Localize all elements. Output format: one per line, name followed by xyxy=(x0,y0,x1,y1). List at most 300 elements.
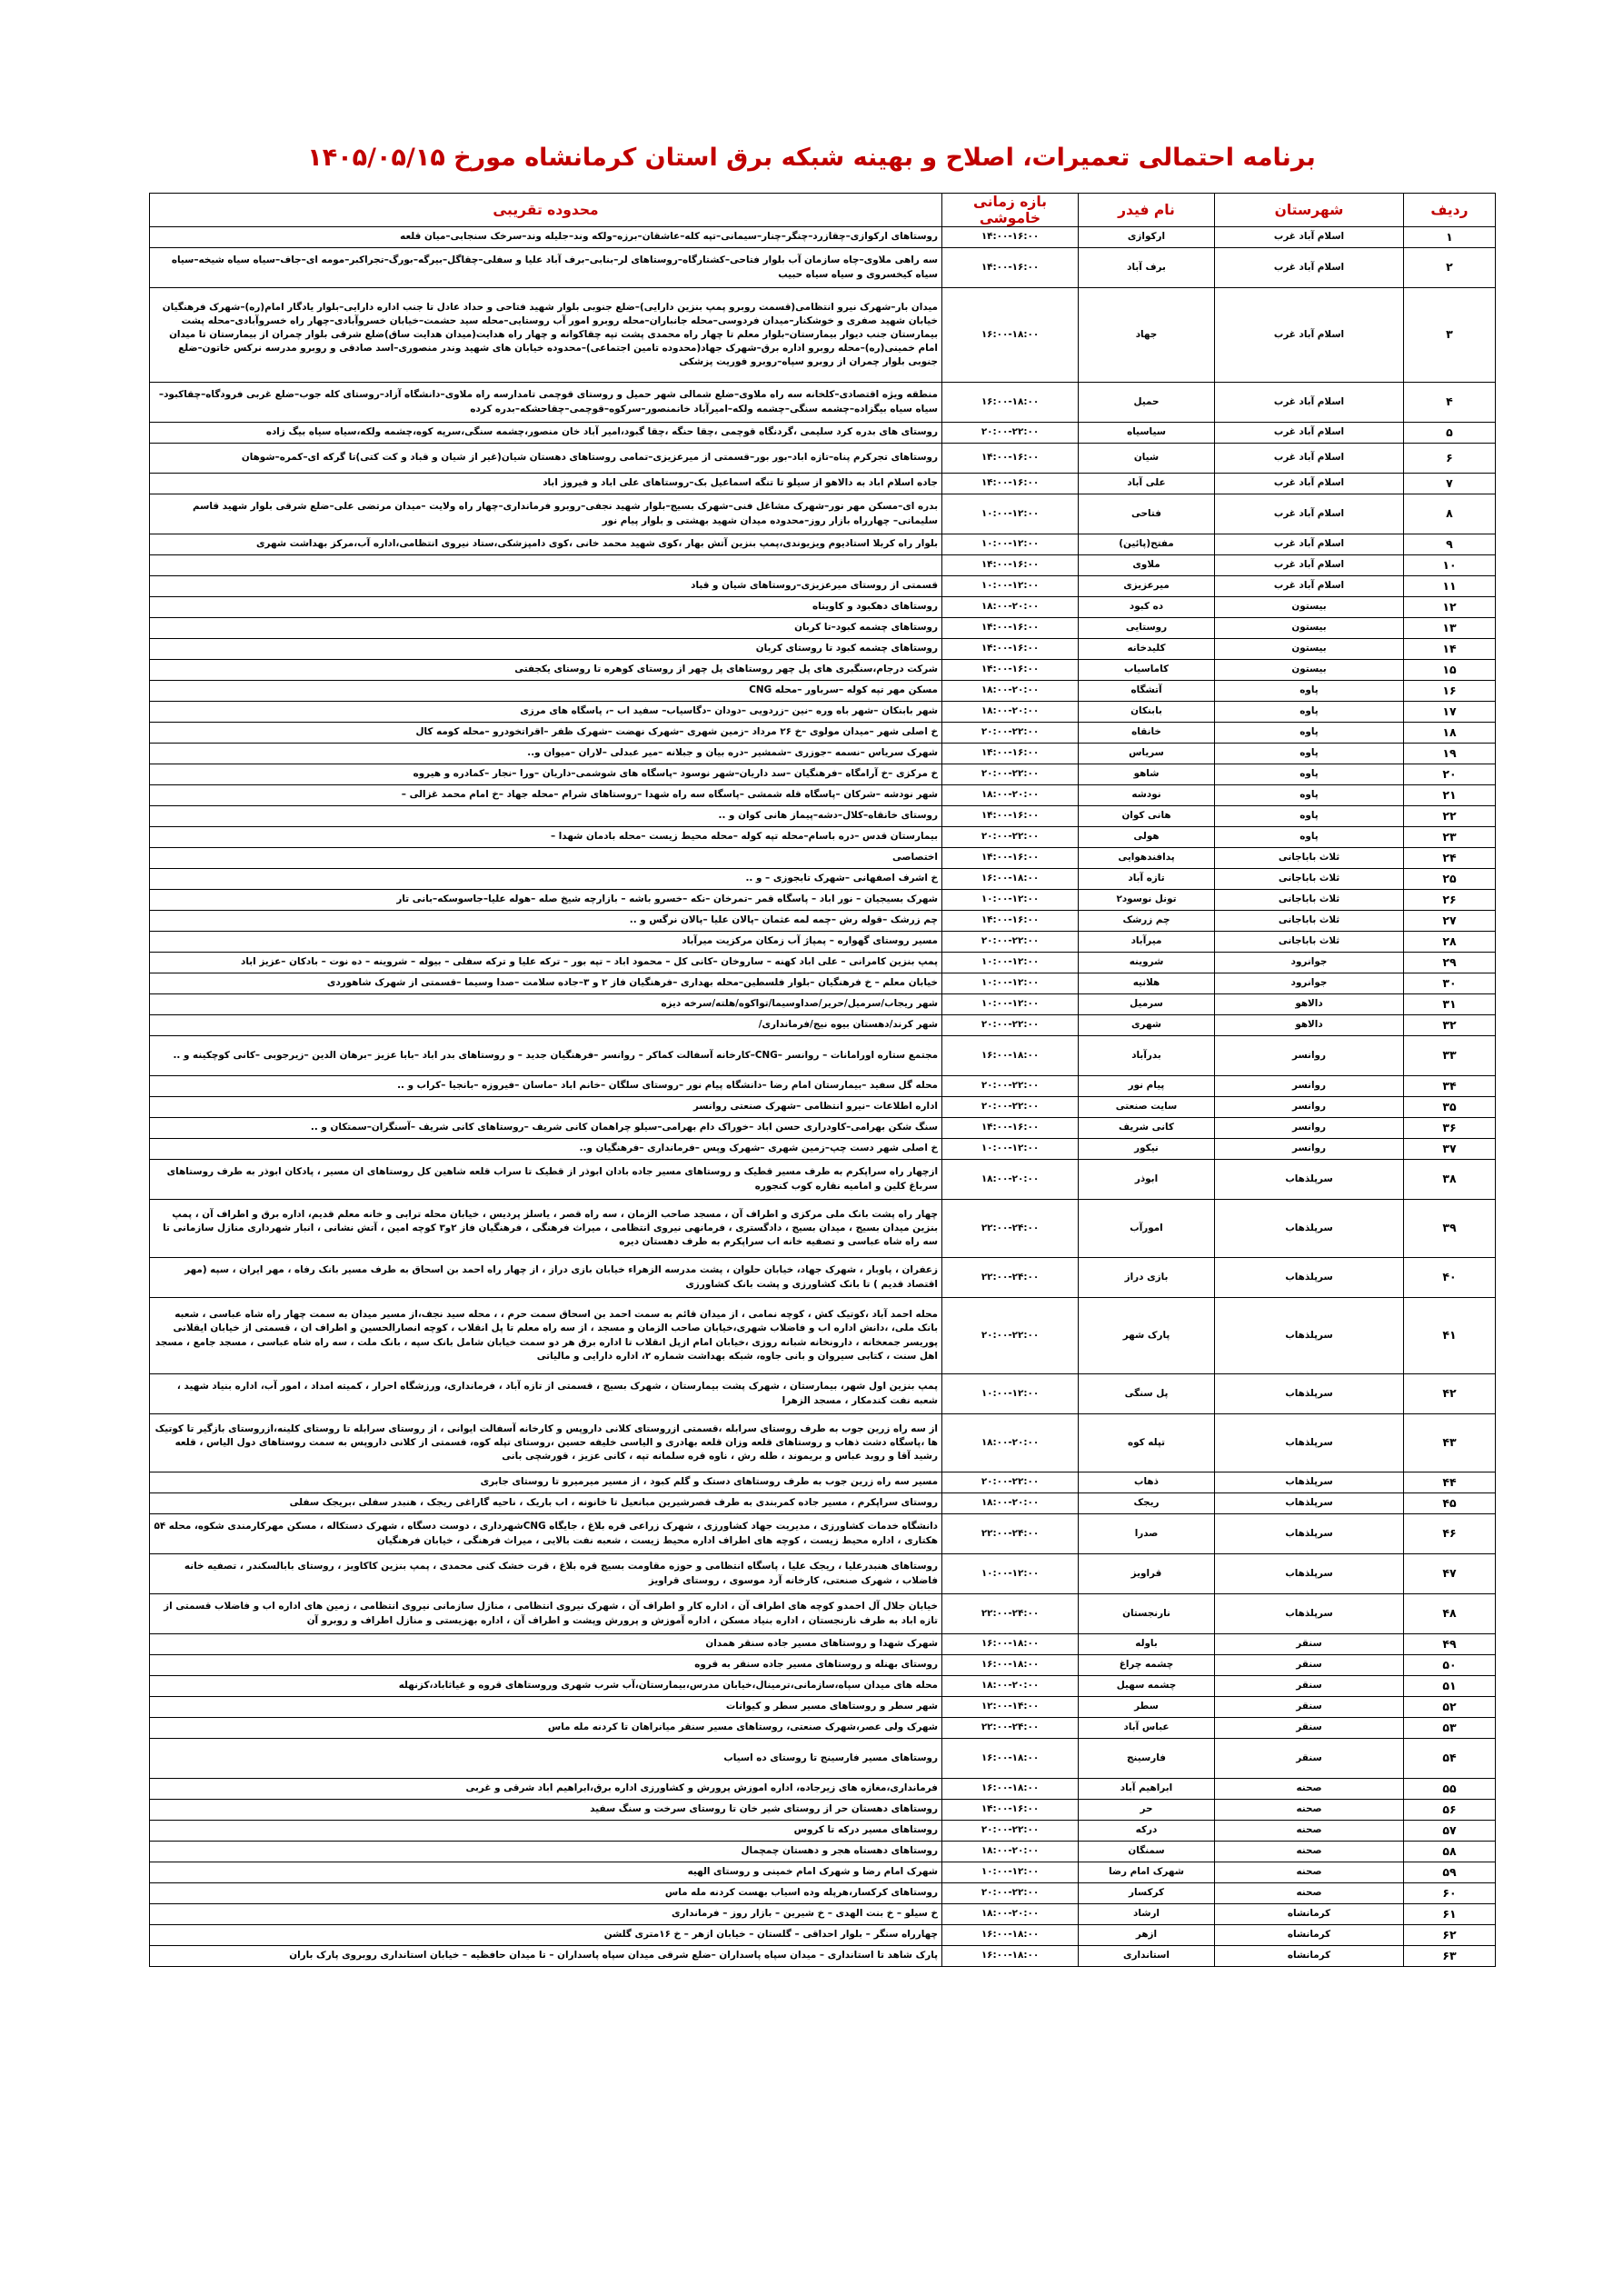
table-row xyxy=(150,827,1496,848)
outage-time-cell: ۱۴:۰۰-۱۶:۰۰ xyxy=(942,248,1079,288)
row-number-cell: ۵۹ xyxy=(1404,1862,1496,1883)
county-cell: صحنه xyxy=(1215,1842,1404,1862)
area-cell: اختصاصی xyxy=(150,848,942,869)
table-row xyxy=(150,288,1496,383)
county-cell: بیستون xyxy=(1215,639,1404,660)
outage-time-cell: ۱۰:۰۰-۱۲:۰۰ xyxy=(942,994,1079,1015)
county-cell: ثلاث باباجانی xyxy=(1215,932,1404,953)
row-number-cell: ۲۵ xyxy=(1404,869,1496,890)
header-county: شهرستان xyxy=(1215,194,1404,227)
table-row xyxy=(150,597,1496,618)
county-cell: سرپلذهاب xyxy=(1215,1374,1404,1414)
outage-time-cell: ۲۰:۰۰-۲۲:۰۰ xyxy=(942,723,1079,744)
area-cell: خ اشرف اصفهانی –شهرک تابجوزی – و .. xyxy=(150,869,942,890)
table-row xyxy=(150,869,1496,890)
table-row xyxy=(150,1036,1496,1076)
row-number-cell: ۱۵ xyxy=(1404,660,1496,681)
county-cell: صحنه xyxy=(1215,1779,1404,1800)
table-row xyxy=(150,1414,1496,1472)
table-row xyxy=(150,1883,1496,1904)
outage-time-cell: ۱۴:۰۰-۱۶:۰۰ xyxy=(942,660,1079,681)
county-cell: کرمانشاه xyxy=(1215,1946,1404,1967)
county-cell: اسلام آباد غرب xyxy=(1215,474,1404,494)
area-cell: مسیر روستای گهواره – پمپاژ آب زمکان مرکزیت میرآباد xyxy=(150,932,942,953)
area-cell: روستاهای دهستاه هجر و دهستان چمچمال xyxy=(150,1842,942,1862)
area-cell: فرمانداری،مغازه های زیرجاده، اداره اموزش پرورش و کشاورزی اداره برق،ابراهیم اباد شرقی و غربی xyxy=(150,1779,942,1800)
row-number-cell: ۴۹ xyxy=(1404,1634,1496,1655)
table-row xyxy=(150,534,1496,555)
feeder-cell: تونل نوسود۲ xyxy=(1079,890,1215,911)
area-cell: اداره اطلاعات –نیرو انتظامی –شهرک صنعتی روانسر xyxy=(150,1097,942,1118)
row-number-cell: ۷ xyxy=(1404,474,1496,494)
row-number-cell: ۴۱ xyxy=(1404,1298,1496,1374)
row-number-cell: ۹ xyxy=(1404,534,1496,555)
row-number-cell: ۵۲ xyxy=(1404,1697,1496,1718)
row-number-cell: ۲۲ xyxy=(1404,806,1496,827)
table-row xyxy=(150,555,1496,576)
county-cell: پاوه xyxy=(1215,764,1404,785)
table-row xyxy=(150,1676,1496,1697)
feeder-cell: حر xyxy=(1079,1800,1215,1821)
area-cell: بلوار راه کربلا استادیوم ویزیوندی،پمپ بنزین آتش بهار ،کوی شهید محمد خانی ،کوی دامپزشکی،ستاد نیروی انتظامی،اداره آب،مرکز بهداشت شهری xyxy=(150,534,942,555)
table-row xyxy=(150,1374,1496,1414)
area-cell: از سه راه زرین جوب به طرف روستای سرابله ،قسمتی ازروستای کلانی داروپس و کارخانه آسفالت ایوانی ، از روستای سرابله تا روستای کلینه،ازروستای بازگیر تا کوتیک ها ،پاسگاه دشت ذهاب و روستاهای قلعه وزان قلعه بهادری و الیاسی خلیفه حسین ،روستای تپله کوه، قسمتی از کلانی داروپس به سمت روستاهای دول الیاس ، قلعه رشید آقا و روبد عباس و بریموند ، طله رش ، ناوه قره سلمانه تپه ، کانی عزیز ، قورشچی بانی xyxy=(150,1414,942,1472)
table-row xyxy=(150,1655,1496,1676)
county-cell: اسلام آباد غرب xyxy=(1215,288,1404,383)
outage-time-cell: ۱۸:۰۰-۲۰:۰۰ xyxy=(942,785,1079,806)
row-number-cell: ۱۹ xyxy=(1404,744,1496,764)
row-number-cell: ۵۴ xyxy=(1404,1739,1496,1779)
table-row xyxy=(150,1514,1496,1554)
outage-time-cell: ۲۲:۰۰-۲۴:۰۰ xyxy=(942,1594,1079,1634)
table-row xyxy=(150,474,1496,494)
feeder-cell: چم زرشک xyxy=(1079,911,1215,932)
outage-time-cell: ۱۶:۰۰-۱۸:۰۰ xyxy=(942,1634,1079,1655)
feeder-cell: امورآب xyxy=(1079,1200,1215,1258)
header-row-number: ردیف xyxy=(1404,194,1496,227)
area-cell: بیمارستان قدس –دره باسام–محله تپه کوله –محله محیط زیست –محله بادمان شهدا – xyxy=(150,827,942,848)
table-row xyxy=(150,1946,1496,1967)
area-cell: روستاهای مسیر درکه تا کروس xyxy=(150,1821,942,1842)
outage-time-cell: ۱۰:۰۰-۱۲:۰۰ xyxy=(942,494,1079,534)
table-row xyxy=(150,639,1496,660)
feeder-cell: باوله xyxy=(1079,1634,1215,1655)
county-cell: صحنه xyxy=(1215,1862,1404,1883)
county-cell: روانسر xyxy=(1215,1139,1404,1160)
outage-time-cell: ۱۸:۰۰-۲۰:۰۰ xyxy=(942,702,1079,723)
county-cell: اسلام آباد غرب xyxy=(1215,576,1404,597)
outage-time-cell: ۲۰:۰۰-۲۲:۰۰ xyxy=(942,1472,1079,1493)
feeder-cell: کانی شریف xyxy=(1079,1118,1215,1139)
county-cell: بیستون xyxy=(1215,618,1404,639)
table-row xyxy=(150,911,1496,932)
area-cell: چم زرشک –قوله رش –چمه لمه عثمان –پالان علیا –پالان نرگس و .. xyxy=(150,911,942,932)
area-cell: روستای های بدره کرد سلیمی ،گردنگاه قوچمی ،چقا حنگه ،چقا گبود،امیر آباد خان منصور،چشمه سنگی،سرپه کوه،چشمه ولکه،سیاه سیاه بیگ زاده xyxy=(150,423,942,444)
row-number-cell: ۳۷ xyxy=(1404,1139,1496,1160)
outage-time-cell: ۲۰:۰۰-۲۲:۰۰ xyxy=(942,1298,1079,1374)
table-row xyxy=(150,1904,1496,1925)
area-cell: روستای سراپکرم ، مسیر جاده کمربندی به طرف قصرشیرین مبانعیل تا خانونه ، اب باریک ، ناحیه گاراغی ریجک ، هنبدر سفلی ،بریجک سفلی xyxy=(150,1493,942,1514)
feeder-cell: کرکسار xyxy=(1079,1883,1215,1904)
row-number-cell: ۱۰ xyxy=(1404,555,1496,576)
table-row xyxy=(150,932,1496,953)
table-row xyxy=(150,1925,1496,1946)
area-cell: شهر ریجاب/سرمیل/حریر/صداوسیما/تواکوه/هلته/سرخه دیزه xyxy=(150,994,942,1015)
row-number-cell: ۲۱ xyxy=(1404,785,1496,806)
table-row xyxy=(150,1076,1496,1097)
outage-time-cell: ۱۰:۰۰-۱۲:۰۰ xyxy=(942,1554,1079,1594)
table-row xyxy=(150,681,1496,702)
area-cell: منطقه ویژه اقتصادی–کلخانه سه راه ملاوی–ضلع شمالی شهر حمیل و روستای قوچمی تامدارسه راه ملاوی–دانشگاه آزاد–روستای کله جوب–ضلع غربی فرودگاه–چقاکبود–سیاه سیاه بیگزاده–چشمه سنگی–چشمه ولکه–امیرآباد خانمنصور–سرکوه–قوچمی–چقاحشکه–بدره کرده xyxy=(150,383,942,423)
county-cell: سنقر xyxy=(1215,1655,1404,1676)
area-cell: روستاهای دهکبود و کاویناه xyxy=(150,597,942,618)
row-number-cell: ۳ xyxy=(1404,288,1496,383)
row-number-cell: ۶۱ xyxy=(1404,1904,1496,1925)
area-cell: روستاهای دهستان حر از روستای شیر خان تا روستای سرخت و سنگ سفید xyxy=(150,1800,942,1821)
feeder-cell: حمیل xyxy=(1079,383,1215,423)
county-cell: سرپلذهاب xyxy=(1215,1298,1404,1374)
table-row xyxy=(150,1800,1496,1821)
outage-time-cell: ۱۴:۰۰-۱۶:۰۰ xyxy=(942,444,1079,474)
feeder-cell: روستایی xyxy=(1079,618,1215,639)
area-cell: محله گل سفید –بیمارستان امام رضا –دانشگاه پیام نور –روستای سلگان –خانم اباد –ماسان –فیروزه –بانجیا –کراب و .. xyxy=(150,1076,942,1097)
row-number-cell: ۴۸ xyxy=(1404,1594,1496,1634)
row-number-cell: ۶ xyxy=(1404,444,1496,474)
county-cell: سرپلذهاب xyxy=(1215,1514,1404,1554)
feeder-cell: آتشگاه xyxy=(1079,681,1215,702)
county-cell: پاوه xyxy=(1215,723,1404,744)
row-number-cell: ۴۳ xyxy=(1404,1414,1496,1472)
feeder-cell: جهاد xyxy=(1079,288,1215,383)
outage-time-cell: ۲۰:۰۰-۲۲:۰۰ xyxy=(942,1076,1079,1097)
feeder-cell: نارنجستان xyxy=(1079,1594,1215,1634)
outage-time-cell: ۲۰:۰۰-۲۲:۰۰ xyxy=(942,1015,1079,1036)
outage-time-cell: ۱۰:۰۰-۱۲:۰۰ xyxy=(942,534,1079,555)
county-cell: پاوه xyxy=(1215,806,1404,827)
table-row xyxy=(150,576,1496,597)
outage-time-cell: ۱۶:۰۰-۱۸:۰۰ xyxy=(942,288,1079,383)
feeder-cell: ابوذر xyxy=(1079,1160,1215,1200)
table-row xyxy=(150,1493,1496,1514)
outage-time-cell: ۱۸:۰۰-۲۰:۰۰ xyxy=(942,1842,1079,1862)
table-row xyxy=(150,1779,1496,1800)
area-cell xyxy=(150,555,942,576)
feeder-cell: کاماسیاب xyxy=(1079,660,1215,681)
row-number-cell: ۳۳ xyxy=(1404,1036,1496,1076)
table-row xyxy=(150,1718,1496,1739)
county-cell: روانسر xyxy=(1215,1097,1404,1118)
row-number-cell: ۱۱ xyxy=(1404,576,1496,597)
county-cell: اسلام آباد غرب xyxy=(1215,248,1404,288)
feeder-cell: میرعزیزی xyxy=(1079,576,1215,597)
feeder-cell: چشمه چراغ xyxy=(1079,1655,1215,1676)
row-number-cell: ۳۱ xyxy=(1404,994,1496,1015)
row-number-cell: ۱۴ xyxy=(1404,639,1496,660)
table-row xyxy=(150,973,1496,994)
row-number-cell: ۴۰ xyxy=(1404,1258,1496,1298)
county-cell: پاوه xyxy=(1215,702,1404,723)
table-row xyxy=(150,1160,1496,1200)
area-cell: پمپ بنزین اول شهر، بیمارستان ، شهرک پشت بیمارستان ، شهرک بسیج ، قسمتی از تازه آباد ، فرمانداری، ورزشگاه احرار ، کمیته امداد ، امور آب، اداره بنیاد شهید ، شعبه نفت کندمکار ، مسجد الزهرا xyxy=(150,1374,942,1414)
area-cell: شهر بابنکان –شهر باه وره –نین –زردویی –دودان –دگاسیاب– سفید اب –، پاسگاه های مرزی xyxy=(150,702,942,723)
area-cell: روستاهای هنبدرعلیا ، ریجک علیا ، پاسگاه انتظامی و حوزه مقاومت بسیج قره بلاغ ، قرت خشک کنی محمدی ، پمپ بنزین کاکاویز ، روستای بابالسکندر ، تصفیه خانه فاضلاب ، شهرک صنعتی، کارخانه آرد موسوی ، روستای قراویز xyxy=(150,1554,942,1594)
county-cell: پاوه xyxy=(1215,744,1404,764)
table-row xyxy=(150,1634,1496,1655)
row-number-cell: ۶۰ xyxy=(1404,1883,1496,1904)
area-cell: قسمتی از روستای میرعزیزی–روستاهای شیان و قباد xyxy=(150,576,942,597)
area-cell: زعفران ، پاوبار ، شهرک جهاد، خیابان حلوان ، پشت مدرسه الزهراء خیابان بازی دراز ، از چهار راه احمد بن اسحاق به طرف مسیر بانک رفاه ، مهر ایران ، سپه (مهر اقتصاد قدیم ) تا بانک کشاورزی و پشت بانک کشاورزی xyxy=(150,1258,942,1298)
outage-time-cell: ۲۰:۰۰-۲۲:۰۰ xyxy=(942,932,1079,953)
row-number-cell: ۱۳ xyxy=(1404,618,1496,639)
outage-table xyxy=(149,193,1496,1967)
outage-time-cell: ۱۰:۰۰-۱۲:۰۰ xyxy=(942,576,1079,597)
area-cell: روستاهای تجرکرم پناه–تازه اباد–بور بور–قسمتی از میرعزیزی–تمامی روستاهای دهستان شیان(غیر از شیان و قباد و کت کتی)تا گرکه ای–کمره–شوهان xyxy=(150,444,942,474)
area-cell: روستاهای ارکوازی–چقازرد–چنگر–چنار–سیمانی–تپه کله–عاشقان–برزه–ولکه وند–جلیله وند–سرخک سنجابی–میان قلعه xyxy=(150,227,942,248)
feeder-cell: پل سنگی xyxy=(1079,1374,1215,1414)
row-number-cell: ۳۵ xyxy=(1404,1097,1496,1118)
feeder-cell: چشمه سهیل xyxy=(1079,1676,1215,1697)
area-cell: پمپ بنزین کامرانی – علی اباد کهنه – ساروخان –کانی کل – محمود اباد – تپه بور – ترکه علیا و ترکه سفلی – بیوله – شروینه – ده نوت – بادکان –عزیز اباد xyxy=(150,953,942,973)
county-cell: سرپلذهاب xyxy=(1215,1200,1404,1258)
table-row xyxy=(150,1118,1496,1139)
table-row xyxy=(150,723,1496,744)
table-row xyxy=(150,1554,1496,1594)
feeder-cell: شهرک امام رضا xyxy=(1079,1862,1215,1883)
county-cell: اسلام آباد غرب xyxy=(1215,494,1404,534)
outage-time-cell: ۱۶:۰۰-۱۸:۰۰ xyxy=(942,1779,1079,1800)
county-cell: سرپلذهاب xyxy=(1215,1414,1404,1472)
outage-time-cell: ۱۴:۰۰-۱۶:۰۰ xyxy=(942,848,1079,869)
area-cell: شهرک شهدا و روستاهای مسیر جاده سنقر همدان xyxy=(150,1634,942,1655)
outage-time-cell: ۱۸:۰۰-۲۰:۰۰ xyxy=(942,1414,1079,1472)
county-cell: کرمانشاه xyxy=(1215,1925,1404,1946)
row-number-cell: ۴۶ xyxy=(1404,1514,1496,1554)
feeder-cell: برف آباد xyxy=(1079,248,1215,288)
feeder-cell: تپله کوه xyxy=(1079,1414,1215,1472)
row-number-cell: ۳۰ xyxy=(1404,973,1496,994)
county-cell: بیستون xyxy=(1215,660,1404,681)
county-cell: بیستون xyxy=(1215,597,1404,618)
area-cell: مسیر سه راه زرین جوب به طرف روستاهای دستک و گلم کبود ، از مسیر میرمیرو تا روستای جابری xyxy=(150,1472,942,1493)
county-cell: پاوه xyxy=(1215,827,1404,848)
row-number-cell: ۴۷ xyxy=(1404,1554,1496,1594)
county-cell: سنقر xyxy=(1215,1739,1404,1779)
row-number-cell: ۲۶ xyxy=(1404,890,1496,911)
outage-time-cell: ۱۶:۰۰-۱۸:۰۰ xyxy=(942,1925,1079,1946)
row-number-cell: ۳۶ xyxy=(1404,1118,1496,1139)
outage-time-cell: ۱۶:۰۰-۱۸:۰۰ xyxy=(942,1036,1079,1076)
area-cell: میدان بار–شهرک نیرو انتظامی(قسمت روبرو پمپ بنزین دارایی)–ضلع جنوبی بلوار شهید فتاحی و حداد عادل تا جنب اداره دارایی–بلوار یادگار امام(ره)–شهرک فرهنگیان خیابان شهید صفری و خوشکنار–میدان فردوسی–محله جانباران–محله روبرو امور آب روستایی–محله سید حشمت–خیابان خسروآبادی–چهار راه خسروآبادی–محله پشت بیمارستان جنب دیوار بیمارستان–بلوار معلم تا چهار راه محمدی پشت تپه چقاکوانه و چهار راه هدایت(میدان هدایت ساق)ضلع شرقی بلوار چمران از بیمارستان تا میدان امام خمینی(ره)–محله روبرو اداره برق–شهرک جهاد(محدوده تامین اجتماعی)–محدوده خیابان های شهید وندر منصوری–اسد صادقی و روبرو مدرسه نرکس خاتون–ضلع جنوبی بلوار چمران از روبرو سپاه–روبرو فوریت پزشکی xyxy=(150,288,942,383)
outage-time-cell: ۱۰:۰۰-۱۲:۰۰ xyxy=(942,1862,1079,1883)
row-number-cell: ۵۷ xyxy=(1404,1821,1496,1842)
outage-time-cell: ۱۲:۰۰-۱۴:۰۰ xyxy=(942,1697,1079,1718)
feeder-cell: سریاس xyxy=(1079,744,1215,764)
county-cell: اسلام آباد غرب xyxy=(1215,444,1404,474)
county-cell: جوانرود xyxy=(1215,973,1404,994)
feeder-cell: تازه آباد xyxy=(1079,869,1215,890)
feeder-cell: سیاسیاه xyxy=(1079,423,1215,444)
county-cell: اسلام آباد غرب xyxy=(1215,383,1404,423)
row-number-cell: ۵۵ xyxy=(1404,1779,1496,1800)
row-number-cell: ۸ xyxy=(1404,494,1496,534)
outage-time-cell: ۱۴:۰۰-۱۶:۰۰ xyxy=(942,1118,1079,1139)
feeder-cell: هولی xyxy=(1079,827,1215,848)
county-cell: سرپلذهاب xyxy=(1215,1493,1404,1514)
row-number-cell: ۲۹ xyxy=(1404,953,1496,973)
feeder-cell: خانقاه xyxy=(1079,723,1215,744)
outage-time-cell: ۱۴:۰۰-۱۶:۰۰ xyxy=(942,618,1079,639)
table-row xyxy=(150,248,1496,288)
table-header-row xyxy=(150,194,1496,227)
row-number-cell: ۲۰ xyxy=(1404,764,1496,785)
table-row xyxy=(150,1697,1496,1718)
outage-time-cell: ۱۴:۰۰-۱۶:۰۰ xyxy=(942,911,1079,932)
area-cell: خ اصلی شهر دست چپ–زمین شهری –شهرک وپس –فرمانداری –فرهنگیان و.. xyxy=(150,1139,942,1160)
table-row xyxy=(150,785,1496,806)
feeder-cell: بابنکان xyxy=(1079,702,1215,723)
outage-schedule xyxy=(149,193,1495,1967)
feeder-cell: پارک شهر xyxy=(1079,1298,1215,1374)
feeder-cell: بدرآباد xyxy=(1079,1036,1215,1076)
county-cell: اسلام آباد غرب xyxy=(1215,555,1404,576)
table-row xyxy=(150,806,1496,827)
county-cell: ثلاث باباجانی xyxy=(1215,890,1404,911)
county-cell: ثلاث باباجانی xyxy=(1215,869,1404,890)
feeder-cell: مفتح(پائین) xyxy=(1079,534,1215,555)
outage-time-cell: ۱۸:۰۰-۲۰:۰۰ xyxy=(942,1160,1079,1200)
outage-time-cell: ۲۰:۰۰-۲۲:۰۰ xyxy=(942,1097,1079,1118)
table-row xyxy=(150,1739,1496,1779)
feeder-cell: عباس آباد xyxy=(1079,1718,1215,1739)
feeder-cell: نیکور xyxy=(1079,1139,1215,1160)
feeder-cell: نودشه xyxy=(1079,785,1215,806)
county-cell: پاوه xyxy=(1215,681,1404,702)
header-feeder: نام فیدر xyxy=(1079,194,1215,227)
area-cell: شهر کرند/دهستان بیوه نیج/فرمانداری/ xyxy=(150,1015,942,1036)
feeder-cell: صدرا xyxy=(1079,1514,1215,1554)
table-row xyxy=(150,1097,1496,1118)
row-number-cell: ۲۴ xyxy=(1404,848,1496,869)
outage-time-cell: ۱۸:۰۰-۲۰:۰۰ xyxy=(942,1904,1079,1925)
table-row xyxy=(150,764,1496,785)
row-number-cell: ۱ xyxy=(1404,227,1496,248)
feeder-cell: فارسینج xyxy=(1079,1739,1215,1779)
county-cell: روانسر xyxy=(1215,1118,1404,1139)
table-row xyxy=(150,1594,1496,1634)
table-row xyxy=(150,848,1496,869)
feeder-cell: سطر xyxy=(1079,1697,1215,1718)
feeder-cell: بازی دراز xyxy=(1079,1258,1215,1298)
outage-time-cell: ۱۶:۰۰-۱۸:۰۰ xyxy=(942,383,1079,423)
row-number-cell: ۲۷ xyxy=(1404,911,1496,932)
row-number-cell: ۱۷ xyxy=(1404,702,1496,723)
outage-time-cell: ۲۰:۰۰-۲۲:۰۰ xyxy=(942,1883,1079,1904)
outage-time-cell: ۱۸:۰۰-۲۰:۰۰ xyxy=(942,681,1079,702)
outage-time-cell: ۱۴:۰۰-۱۶:۰۰ xyxy=(942,639,1079,660)
table-row xyxy=(150,1842,1496,1862)
feeder-cell: ازهر xyxy=(1079,1925,1215,1946)
county-cell: سرپلذهاب xyxy=(1215,1258,1404,1298)
table-row xyxy=(150,1139,1496,1160)
outage-time-cell: ۲۲:۰۰-۲۴:۰۰ xyxy=(942,1200,1079,1258)
table-row xyxy=(150,227,1496,248)
county-cell: سرپلذهاب xyxy=(1215,1160,1404,1200)
row-number-cell: ۵۶ xyxy=(1404,1800,1496,1821)
row-number-cell: ۶۲ xyxy=(1404,1925,1496,1946)
row-number-cell: ۵ xyxy=(1404,423,1496,444)
row-number-cell: ۲۸ xyxy=(1404,932,1496,953)
table-row xyxy=(150,423,1496,444)
feeder-cell: فتاحی xyxy=(1079,494,1215,534)
row-number-cell: ۵۳ xyxy=(1404,1718,1496,1739)
area-cell: روستاهای کرکسار،هرپله وده اسیاب بهست کردنه مله ماس xyxy=(150,1883,942,1904)
county-cell: سرپلذهاب xyxy=(1215,1554,1404,1594)
area-cell: روستای بهنله و روستاهای مسیر جاده سنقر به قروه xyxy=(150,1655,942,1676)
county-cell: ثلاث باباجانی xyxy=(1215,848,1404,869)
county-cell: پاوه xyxy=(1215,785,1404,806)
table-row xyxy=(150,994,1496,1015)
outage-time-cell: ۱۰:۰۰-۱۲:۰۰ xyxy=(942,1374,1079,1414)
outage-time-cell: ۱۴:۰۰-۱۶:۰۰ xyxy=(942,1800,1079,1821)
outage-time-cell: ۲۰:۰۰-۲۲:۰۰ xyxy=(942,827,1079,848)
county-cell: سنقر xyxy=(1215,1676,1404,1697)
table-row xyxy=(150,1862,1496,1883)
outage-time-cell: ۱۰:۰۰-۱۲:۰۰ xyxy=(942,890,1079,911)
table-row xyxy=(150,1472,1496,1493)
county-cell: دالاهو xyxy=(1215,994,1404,1015)
county-cell: سرپلذهاب xyxy=(1215,1594,1404,1634)
feeder-cell: استانداری xyxy=(1079,1946,1215,1967)
county-cell: کرمانشاه xyxy=(1215,1904,1404,1925)
outage-time-cell: ۱۸:۰۰-۲۰:۰۰ xyxy=(942,597,1079,618)
county-cell: روانسر xyxy=(1215,1036,1404,1076)
outage-time-cell: ۱۴:۰۰-۱۶:۰۰ xyxy=(942,474,1079,494)
outage-time-cell: ۱۰:۰۰-۱۲:۰۰ xyxy=(942,953,1079,973)
table-row xyxy=(150,444,1496,474)
outage-time-cell: ۲۰:۰۰-۲۲:۰۰ xyxy=(942,423,1079,444)
area-cell: خیابان معلم – خ فرهنگیان –بلوار فلسطین–محله بهداری –فرهنگیان فاز ۲ و ۳–جاده سلامت –صدا وسیما –قسمتی از شهرک شاهوردی xyxy=(150,973,942,994)
table-row xyxy=(150,618,1496,639)
county-cell: روانسر xyxy=(1215,1076,1404,1097)
outage-time-cell: ۱۴:۰۰-۱۶:۰۰ xyxy=(942,806,1079,827)
area-cell: سه راهی ملاوی–چاه سازمان آب بلوار فتاحی–کشتارگاه–روستاهای لر–بنابی–برف آباد علیا و سفلی–چقاگل–بیرگه–بورگ–تجراکبر–مومه ای–جاف–سیاه سیاه شیخه–سیاه سیاه کیخسروی و سیاه سیاه حبیب xyxy=(150,248,942,288)
area-cell: شهر نودشه –شرکان –پاسگاه قله شمشی –پاسگاه سه راه شهدا –روستاهای شرام –محله جهاد –خ امام محمد غزالی – xyxy=(150,785,942,806)
county-cell: جوانرود xyxy=(1215,953,1404,973)
area-cell: شهرک امام رضا و شهرک امام خمینی و روستای الهیه xyxy=(150,1862,942,1883)
outage-time-cell: ۱۶:۰۰-۱۸:۰۰ xyxy=(942,1739,1079,1779)
feeder-cell: قراویز xyxy=(1079,1554,1215,1594)
county-cell: سنقر xyxy=(1215,1634,1404,1655)
county-cell: ثلاث باباجانی xyxy=(1215,911,1404,932)
outage-time-cell: ۲۰:۰۰-۲۲:۰۰ xyxy=(942,1821,1079,1842)
area-cell: روستاهای چشمه کبود–تا کربان xyxy=(150,618,942,639)
area-cell: شرکت درجام،سنگبری های پل چهر روستاهای پل چهر از روستای کوهره تا روستای یکجفتی xyxy=(150,660,942,681)
outage-time-cell: ۲۲:۰۰-۲۴:۰۰ xyxy=(942,1258,1079,1298)
table-row xyxy=(150,1015,1496,1036)
feeder-cell: کلیدخانه xyxy=(1079,639,1215,660)
feeder-cell: شیان xyxy=(1079,444,1215,474)
row-number-cell: ۳۲ xyxy=(1404,1015,1496,1036)
area-cell: خ اصلی شهر –میدان مولوی –خ ۲۶ مرداد –زمین شهری –شهرک نهضت –شهرک ظفر –اقراتخودرو –محله کومه کال xyxy=(150,723,942,744)
table-row xyxy=(150,660,1496,681)
area-cell: شهرک بسیجیان – نور اباد – پاسگاه قمر –تمرخان –نکه –خسرو باشه – بازارچه شیخ صله –هوله علیا–جاسوسکه–بانی تار xyxy=(150,890,942,911)
feeder-cell: درکه xyxy=(1079,1821,1215,1842)
area-cell: شهرک سریاس –نسمه –جوزری –شمشیر –دره بیان و جبلانه –میر عبدلی –لاران –میوان و.. xyxy=(150,744,942,764)
outage-time-cell: ۱۰:۰۰-۱۲:۰۰ xyxy=(942,973,1079,994)
county-cell: سنقر xyxy=(1215,1718,1404,1739)
feeder-cell: پدافندهوایی xyxy=(1079,848,1215,869)
area-cell: مسکن مهر تپه کوله –سرباور –محله CNG xyxy=(150,681,942,702)
